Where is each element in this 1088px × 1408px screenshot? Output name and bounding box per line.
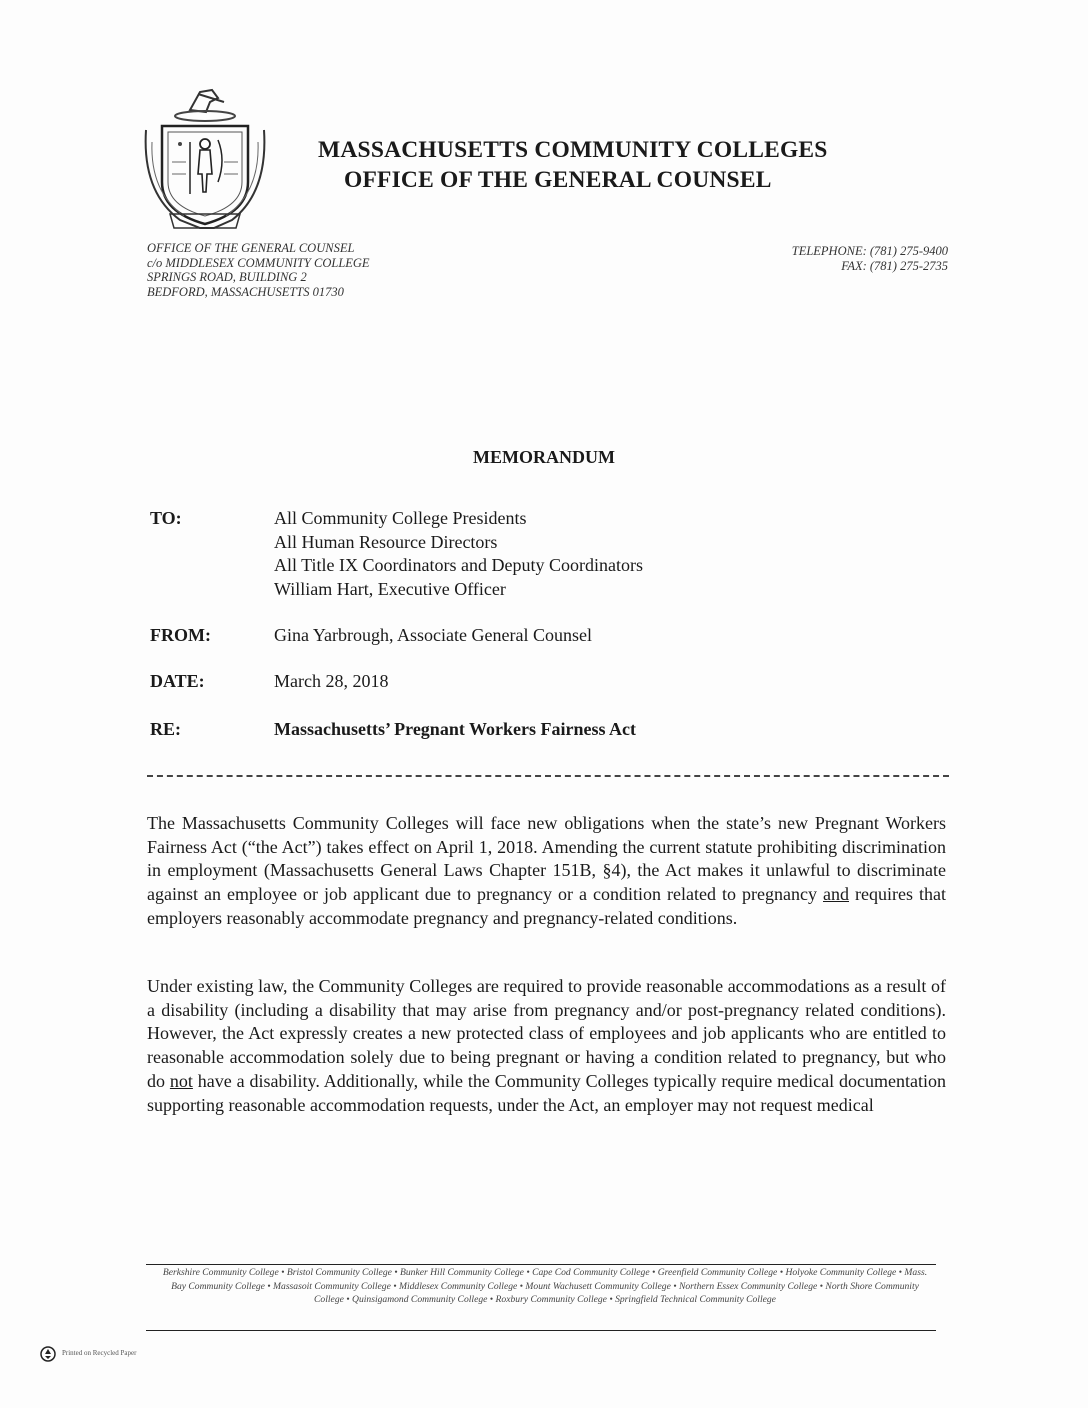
massachusetts-state-seal-icon bbox=[140, 82, 270, 232]
office-address bbox=[147, 241, 370, 299]
address-line: c/o MIDDLESEX COMMUNITY COLLEGE bbox=[147, 255, 370, 270]
date-label: DATE: bbox=[150, 671, 205, 691]
paragraph-2 bbox=[147, 975, 946, 1117]
paragraph-1 bbox=[147, 812, 946, 931]
address-line: BEDFORD, MASSACHUSETTS 01730 bbox=[147, 284, 344, 299]
header-divider bbox=[147, 775, 949, 777]
paragraph-1-text: The Massachusetts Community Colleges will face new obligations when the state’s new Pregnant Workers Fairness Act (“the Act”) takes effect on April 1, 2018. Amending the current statute prohibiting discrimination in employment (Massachusetts General Laws Chapter 151B, §4), the Act makes it unlawful to discriminate against an employee or job applicant due to pregnancy or a condition related to pregnancy bbox=[147, 813, 946, 905]
organization-name bbox=[318, 135, 828, 195]
from-value: Gina Yarbrough, Associate General Counsel bbox=[274, 625, 592, 645]
paragraph-1-text-end: requires that employers reasonably accommodate pregnancy and pregnancy-related conditions. bbox=[147, 884, 946, 928]
paragraph-2-text-end: have a disability. Additionally, while the Community Colleges typically require medical documentation supporting reasonable accommodation requests, under the Act, an employer may not request medical bbox=[147, 1070, 946, 1115]
recycle-icon bbox=[40, 1346, 56, 1362]
recipient: All Community College Presidents bbox=[274, 508, 527, 528]
footer-bottom-rule bbox=[146, 1330, 936, 1331]
recipient: All Human Resource Directors bbox=[274, 531, 498, 552]
date-value: March 28, 2018 bbox=[274, 671, 389, 691]
emphasis-not: not bbox=[169, 1070, 193, 1091]
printed-on-recycled-paper: Printed on Recycled Paper bbox=[62, 1349, 137, 1357]
recipient: All Title IX Coordinators and Deputy Coordinators bbox=[274, 555, 643, 575]
from-label: FROM: bbox=[150, 625, 211, 645]
organization-line-2: OFFICE OF THE GENERAL COUNSEL bbox=[344, 167, 772, 193]
to-label: TO: bbox=[150, 508, 182, 528]
re-subject: Massachusetts’ Pregnant Workers Fairness Act bbox=[274, 719, 636, 739]
footer-top-rule bbox=[146, 1264, 936, 1265]
memo-title: MEMORANDUM bbox=[473, 447, 615, 467]
to-recipients bbox=[274, 507, 643, 601]
recipient: William Hart, Executive Officer bbox=[274, 578, 506, 599]
re-label: RE: bbox=[150, 719, 181, 739]
emphasis-and: and bbox=[823, 884, 849, 905]
address-line: OFFICE OF THE GENERAL COUNSEL bbox=[147, 241, 355, 255]
fax: FAX: (781) 275-2735 bbox=[841, 258, 948, 273]
telephone: TELEPHONE: (781) 275-9400 bbox=[791, 244, 948, 258]
organization-line-1: MASSACHUSETTS COMMUNITY COLLEGES bbox=[318, 137, 828, 163]
office-contact bbox=[792, 244, 948, 273]
footer-college-list: Berkshire Community College • Bristol Community College • Bunker Hill Community College • Cape Cod Community College • Greenfield Community College • Holyoke Community College • Mass. Bay Community College • Massasoit Community College • Middlesex Community College • Mount Wachusett Community College • Northern Essex Community College • North Shore Community College • Quinsigamond Community College • Roxbury Community College • Springfield Technical Community College bbox=[162, 1267, 928, 1305]
paragraph-2-text: Under existing law, the Community Colleges are required to provide reasonable accommodations as a result of a disability (including a disability that may arise from pregnancy and/or post-pregnancy related conditions). However, the Act expressly creates a new protected class of employees and job applicants who are entitled to reasonable accommodation solely due to being pregnant or having a condition related to pregnancy, but who do bbox=[147, 976, 946, 1091]
address-line: SPRINGS ROAD, BUILDING 2 bbox=[147, 270, 307, 284]
